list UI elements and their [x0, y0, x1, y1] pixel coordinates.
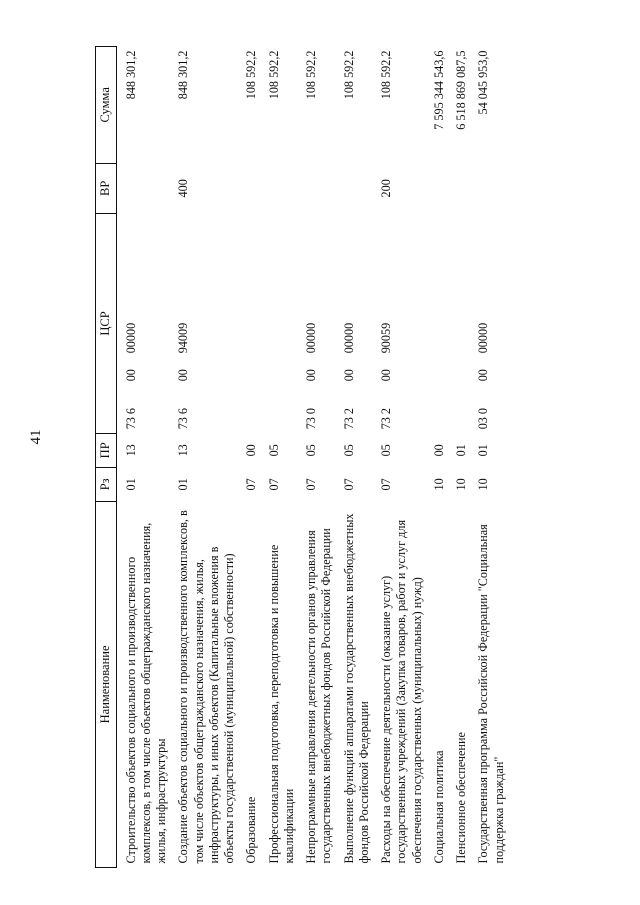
- row-pr: 00: [244, 444, 259, 457]
- row-sum: 848 301,2: [123, 50, 138, 100]
- row-csr-subprogram: 00: [341, 369, 356, 382]
- row-name: Выполнение функций аппаратами государственных внебюджетных фондов Российской Федерации: [341, 513, 371, 864]
- row-csr: [339, 214, 377, 434]
- row-name: Государственная программа Российской Федерации "Социальная поддержка граждан": [476, 524, 506, 864]
- row-rz: 07: [244, 478, 259, 491]
- table-header-row: [96, 47, 117, 868]
- row-vr: [451, 163, 473, 214]
- row-rz: 01: [176, 478, 191, 491]
- row-name: Социальная политика: [431, 750, 446, 864]
- row-csr-direction: 90059: [379, 322, 394, 354]
- table-row: [451, 47, 473, 868]
- row-pr: 00: [431, 444, 446, 457]
- table-row: [173, 47, 241, 868]
- row-csr-subprogram: 00: [123, 369, 138, 382]
- row-csr-program: 73 6: [176, 407, 191, 430]
- rotated-table-container: [95, 46, 540, 868]
- row-csr: [301, 214, 339, 434]
- row-csr: [241, 214, 263, 434]
- row-csr-direction: 00000: [123, 322, 138, 354]
- row-sum: 108 592,2: [266, 50, 281, 100]
- row-sum: 6 518 869 087,5: [454, 50, 469, 130]
- row-vr: 200: [379, 179, 394, 198]
- row-pr: 01: [454, 444, 469, 457]
- row-csr: [376, 214, 429, 434]
- row-vr: [429, 163, 451, 214]
- row-vr: [264, 163, 302, 214]
- table-row: [429, 47, 451, 868]
- row-csr-program: 73 2: [341, 407, 356, 430]
- row-name: Непрограммные направления деятельности органов управления государственных внебюджетных фондов Российской Федерации: [304, 528, 334, 864]
- header-sum: Сумма: [96, 47, 117, 164]
- row-csr: [121, 214, 174, 434]
- row-pr: 05: [266, 444, 281, 457]
- row-pr: 05: [341, 444, 356, 457]
- header-rz: Рз: [96, 467, 117, 501]
- table-row: [376, 47, 429, 868]
- row-csr: [429, 214, 451, 434]
- row-pr: 13: [176, 444, 191, 457]
- row-csr: [451, 214, 473, 434]
- row-csr-subprogram: 00: [379, 369, 394, 382]
- page-number: 41: [28, 429, 44, 445]
- row-sum: 108 592,2: [341, 50, 356, 100]
- row-csr-program: 73 2: [379, 407, 394, 430]
- row-sum: 7 595 344 543,6: [431, 50, 446, 130]
- table-row: [121, 47, 174, 868]
- row-rz: 07: [379, 478, 394, 491]
- row-csr-subprogram: 00: [304, 369, 319, 382]
- table-row: [339, 47, 377, 868]
- row-name: Пенсионное обеспечение: [454, 732, 469, 864]
- row-csr-program: 73 6: [123, 407, 138, 430]
- row-csr-program: 73 0: [304, 407, 319, 430]
- row-sum: 108 592,2: [244, 50, 259, 100]
- header-csr: ЦСР: [96, 214, 117, 434]
- row-pr: 05: [379, 444, 394, 457]
- table-row: [301, 47, 339, 868]
- row-sum: 54 045 953,0: [476, 50, 491, 115]
- row-rz: 01: [123, 478, 138, 491]
- row-csr-direction: 94009: [176, 322, 191, 354]
- row-pr: 01: [476, 444, 491, 457]
- table-row: [473, 47, 511, 868]
- row-sum: 848 301,2: [176, 50, 191, 100]
- row-vr: [301, 163, 339, 214]
- row-vr: 400: [176, 179, 191, 198]
- row-csr-direction: 00000: [304, 322, 319, 354]
- row-name: Строительство объектов социального и производственного комплексов, в том числе объектов общегражданского назначения, жилья, инфраструктуры: [123, 522, 169, 864]
- row-rz: 10: [431, 478, 446, 491]
- row-csr: [264, 214, 302, 434]
- row-csr-subprogram: 00: [476, 369, 491, 382]
- row-rz: 07: [266, 478, 281, 491]
- row-rz: 07: [341, 478, 356, 491]
- row-vr: [339, 163, 377, 214]
- table-row: [241, 47, 263, 868]
- row-csr-program: 03 0: [476, 407, 491, 430]
- row-vr: [241, 163, 263, 214]
- row-pr: 13: [123, 444, 138, 457]
- row-rz: 10: [454, 478, 469, 491]
- row-rz: 10: [476, 478, 491, 491]
- header-vr: ВР: [96, 163, 117, 214]
- row-sum: 108 592,2: [379, 50, 394, 100]
- row-vr: [473, 163, 511, 214]
- header-pr: ПР: [96, 433, 117, 467]
- row-vr: [121, 163, 174, 214]
- row-sum: 108 592,2: [304, 50, 319, 100]
- row-name: Образование: [244, 796, 259, 864]
- row-name: Профессиональная подготовка, переподготовка и повышение квалификации: [266, 544, 296, 864]
- row-pr: 05: [304, 444, 319, 457]
- header-name: Наименование: [96, 501, 117, 867]
- row-csr: [473, 214, 511, 434]
- row-rz: 07: [304, 478, 319, 491]
- row-name: Расходы на обеспечение деятельности (оказание услуг) государственных учреждений (Закупка товаров, работ и услуг для обеспечения государственных (муниципальных) нужд): [379, 519, 424, 864]
- row-csr-direction: 00000: [341, 322, 356, 354]
- budget-table: [95, 46, 511, 868]
- table-row: [264, 47, 302, 868]
- row-name: Создание объектов социального и производственного комплексов, в том числе объектов общегражданского назначения, жилья, инфраструктуры, и иных объектов (Капитальные вложения в объекты государственной (муниципальной) собственности): [176, 510, 237, 864]
- row-csr: [173, 214, 241, 434]
- row-csr-direction: 00000: [476, 322, 491, 354]
- row-csr-subprogram: 00: [176, 369, 191, 382]
